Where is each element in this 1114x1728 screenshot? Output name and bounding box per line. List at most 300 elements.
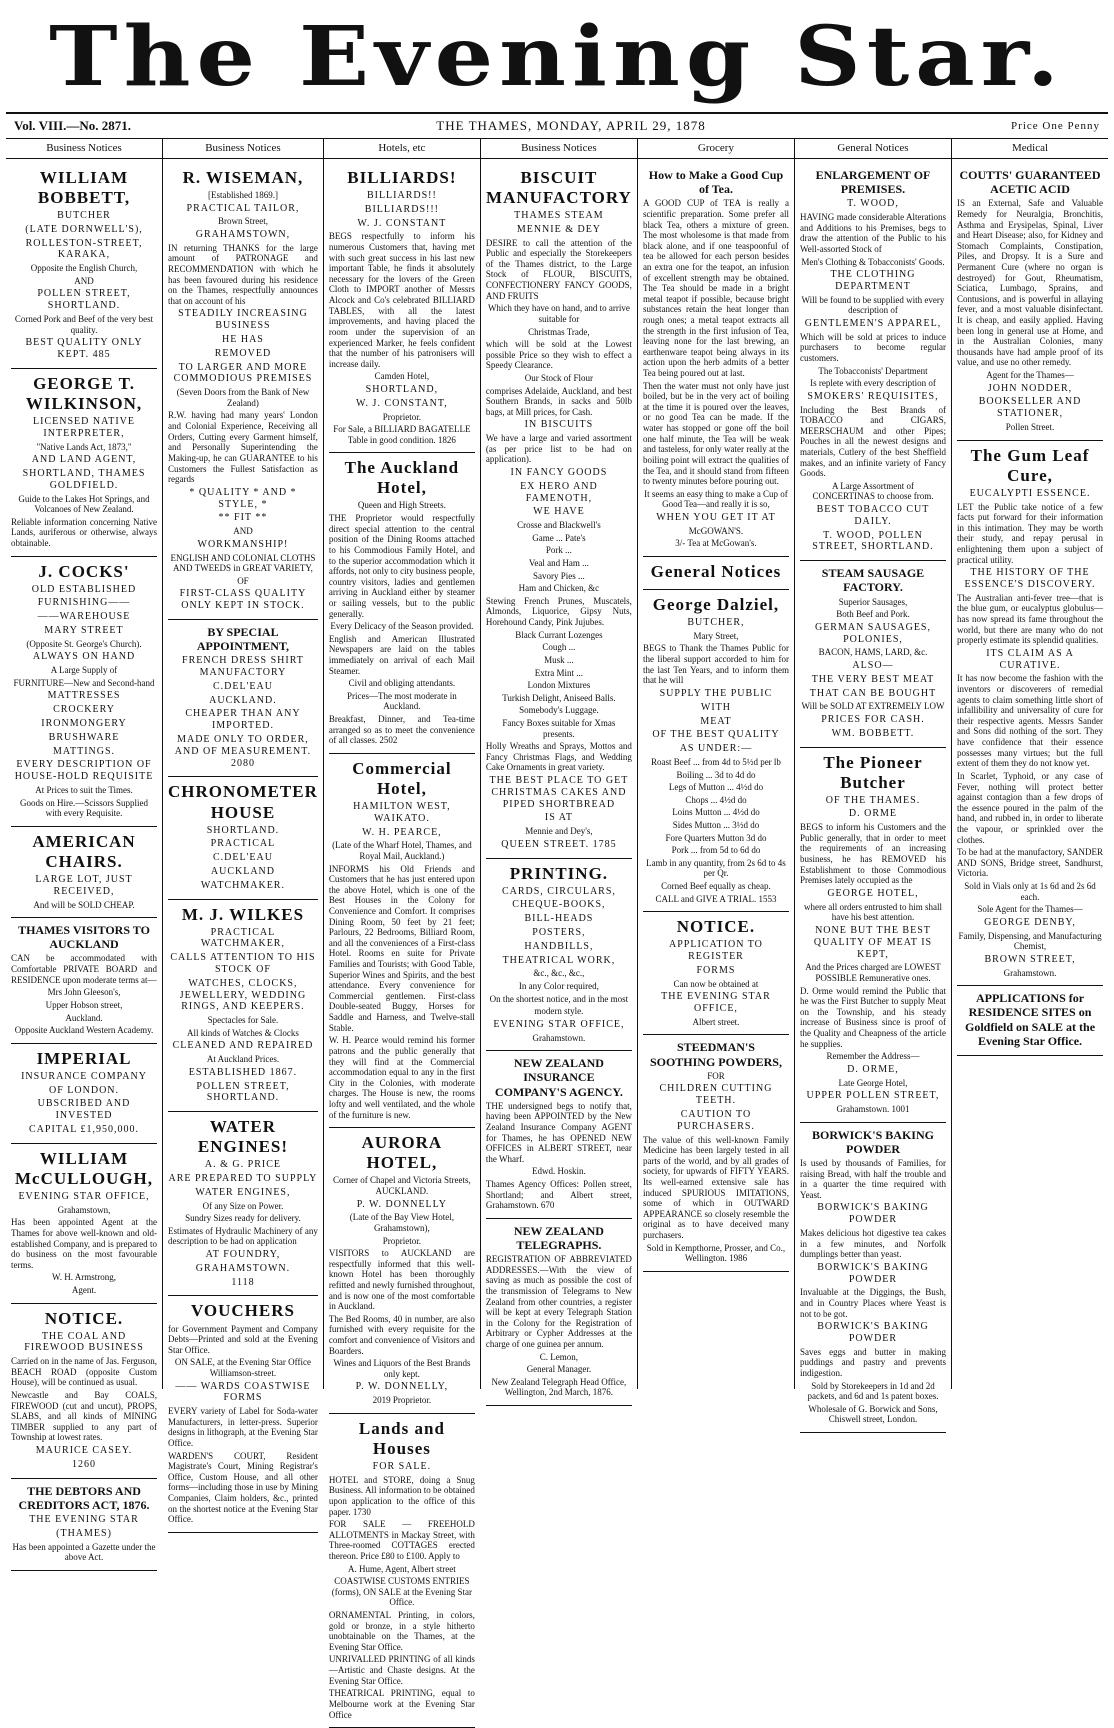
advertisement-title: AMERICAN CHAIRS. — [32, 831, 136, 871]
advertisement-line: NONE BUT THE BEST QUALITY OF MEAT IS KEPT, — [813, 924, 933, 960]
advertisement-title: THAMES VISITORS TO AUCKLAND — [18, 923, 150, 952]
advertisement-line: Musk ... — [544, 654, 574, 665]
advertisement-line: HANDBILLS, — [524, 940, 594, 952]
advertisement-line: THAMES STEAM — [514, 210, 604, 222]
advertisement-line: Opposite the English Church, — [30, 263, 138, 274]
advertisement-line: W. H. PEARCE, — [362, 826, 442, 838]
advertisement-title: BY SPECIAL APPOINTMENT, — [196, 624, 289, 654]
advertisement-title: M. J. WILKES — [181, 904, 305, 924]
advertisement-line: TO LARGER AND MORE COMMODIOUS PREMISES — [173, 361, 313, 385]
advertisement-line: ALWAYS ON HAND — [32, 651, 136, 663]
advertisement-line: Sold in Vials only at 1s 6d and 2s 6d each. — [964, 881, 1096, 902]
advertisement-line: Lamb in any quantity, from 2s 6d to 4s per Qr. — [646, 857, 786, 879]
advertisement — [11, 1144, 157, 1304]
advertisement-line: Black Currant Lozenges — [515, 629, 603, 640]
column-heading: Business Notices — [481, 139, 637, 159]
advertisement-line: INFORMS his Old Friends and Customers that he has just entered upon the above Hotel, which is one of the Best Houses in the Colony for Convenience and Comfort. It comprises Dining Room, 50 feet by 21 feet; Parlours, 22 Bedrooms, Billiard Room, and all the conveniences of a First-class Hotel. Rooms en suite for Private Families and Tourists; with Good Table, Superior Wines and Spirits, and the best attendance. Every convenience for Commercial gentlemen. First-class Double-seated Buggy, Horses for Saddle and Harness, and Twelve-stall Stable. — [328, 863, 475, 1033]
advertisement-line: THE HISTORY OF THE ESSENCE'S DISCOVERY. — [964, 567, 1096, 590]
advertisement-line: Both Beef and Pork. — [836, 609, 910, 620]
advertisement-line: On the shortest notice, and in the most — [489, 993, 629, 1004]
advertisement-line: BACON, HAMS, LARD, &c. — [818, 647, 928, 658]
advertisement-line: A GOOD CUP of TEA is really a scientific preparation. Some prefer all black Tea, others a mixture of green. The most wholesome is that made from black alone, and if one teaspoonful of tea be allowed for each person besides an extra one for the teapot, an infusion of excellent strength may be obtained. The Tea should be made in a bright metal teapot if possible, because bright substances retain the heat longer than rough ones; a metal teapot extracts all the strength in the first infusion of Tea, leaving none for the last brewing, an earthenware teapot being always in its action upon the herb admits of a better Tea being poured out at last. — [642, 198, 789, 379]
advertisement-line: Saves eggs and butter in making puddings and pastry and prevents indigestion. — [799, 1346, 946, 1379]
advertisement-line: AND — [233, 526, 253, 537]
advertisement-line: EVENING STAR OFFICE, — [18, 1190, 150, 1202]
advertisement-line: CHILDREN CUTTING TEETH. — [659, 1083, 773, 1107]
advertisement-line: THEATRICAL PRINTING, equal to Melbourne work at the Evening Star Office — [328, 1688, 475, 1720]
advertisement-line: Fore Quarters Mutton 3d do — [665, 832, 767, 843]
advertisement-line: POLLEN STREET, SHORTLAND. — [196, 1080, 290, 1104]
advertisement-line: SHORTLAND. — [206, 824, 280, 836]
advertisement-line: Sold by Storekeepers in 1d and 2d packets, and 6d and 1s patent boxes. — [807, 1380, 939, 1402]
advertisement-line: UBSCRIBED AND INVESTED — [37, 1098, 131, 1122]
advertisement-line: Holly Wreaths and Sprays, Mottos and Fancy Christmas Flags, and Wedding Cake Ornaments in great variety. — [485, 741, 632, 773]
advertisement-line: —— WARDS COASTWISE FORMS — [175, 1380, 311, 1404]
advertisement-line: MENNIE & DEY — [516, 223, 602, 235]
advertisement-title: IMPERIAL — [36, 1048, 132, 1068]
advertisement — [957, 441, 1103, 987]
advertisement-line: EVENING STAR OFFICE, — [493, 1018, 625, 1030]
advertisement-line: WM. BOBBETT. — [831, 727, 915, 739]
advertisement-line: Reliable information concerning Native Lands, auriferous or otherwise, always obtainable. — [11, 516, 158, 548]
advertisement-title: APPLICATIONS for RESIDENCE SITES on Goldfield on SALE at the Evening Star Office. — [965, 991, 1096, 1048]
advertisement-line: It has now become the fashion with the inventors or discoverers of remedial agents to claim something little short of infallibility and universality of cure for their respective agents. Messrs Sander and Sons did nothing of the sort. They have confidence that their essence possesses many virtues; but the full extent of them they do not know yet. — [957, 673, 1104, 769]
columns — [6, 139, 1108, 1720]
advertisement-line: ORNAMENTAL Printing, in colors, gold or bronze, in a style hitherto unobtainable on the Thames, at the Evening Star Office. — [328, 1610, 475, 1652]
advertisement — [800, 1123, 946, 1433]
advertisement-line: The value of this well-known Family Medicine has been largely tested in all parts of the world, and by all grades of society, for upwards of FIFTY YEARS. Its well-earned extensive sale has induced SPURIOUS IMITATIONS, some of which in OUTWARD APPEARANCE so closely resemble the original as to have deceived many purchasers. — [642, 1134, 789, 1241]
advertisement-title: PRINTING. — [509, 863, 609, 883]
advertisement-title: BILLIARDS! — [347, 167, 457, 187]
advertisement — [11, 827, 157, 918]
advertisement-line: BILL-HEADS — [524, 913, 594, 925]
advertisement-line: W. H. Armstrong, — [52, 1272, 116, 1283]
advertisement-line: It seems an easy thing to make a Cup of Good Tea—and really it is so, — [644, 488, 788, 510]
advertisement-line: BROWN STREET, — [984, 953, 1076, 965]
advertisement-line: SUPPLY THE PUBLIC — [659, 687, 773, 699]
newspaper-title: The Evening Star. — [49, 7, 1065, 105]
advertisement-title: Commercial Hotel, — [352, 758, 452, 798]
advertisement-line: LET the Public take notice of a few facts put forward for their information in this intimation. They may be worth their study, and repay perusal in enlightening them upon a subject of practical utility. — [957, 501, 1104, 565]
advertisement-line: FURNISHING—— — [37, 597, 131, 609]
advertisement-line: Men's Clothing & Tobacconists' Goods. — [801, 256, 945, 267]
advertisement — [486, 163, 632, 859]
advertisement-line: Including the Best Brands of TOBACCO and CIGARS, MEERSCHAUM and other Pipes; Pouches in all the newest designs and materials, Cutlery of the best Sheffield makes, and an infinite variety of Fancy Goods. — [799, 404, 946, 479]
advertisement-line: Makes delicious hot digestive tea cakes in a few minutes, and Norfolk dumplings better than yeast. — [799, 1227, 946, 1260]
advertisement-line: Civil and obliging attendants. — [348, 678, 456, 689]
advertisement-line: 1260 — [72, 1458, 97, 1470]
advertisement-line: "Native Lands Act, 1873," — [36, 441, 132, 452]
advertisement-title: WILLIAM BOBBETT, — [37, 167, 131, 208]
advertisement-line: comprises Adelaide, Auckland, and best Southern Brands, in sacks and 50lb bags, at Mill prices, for Cash. — [485, 385, 632, 417]
advertisement-line: GERMAN SAUSAGES, POLONIES, — [814, 621, 931, 645]
advertisement-line: Proprietor. — [382, 1235, 422, 1246]
advertisement — [643, 1035, 789, 1271]
advertisement-title: AURORA HOTEL, — [361, 1133, 443, 1173]
advertisement-line: UNRIVALLED PRINTING of all kinds—Artistic and Chaste designs. At the Evening Star Office. — [328, 1654, 475, 1686]
advertisement-line: OF THE THAMES. — [825, 794, 921, 806]
advertisement-line: Wholesale of G. Borwick and Sons, Chiswell street, London. — [808, 1403, 938, 1425]
advertisement-line: MATTINGS. — [52, 745, 116, 757]
advertisement-line: GRAHAMSTOWN, — [195, 229, 291, 241]
advertisement-line: Sole Agent for the Thames— — [977, 904, 1083, 915]
advertisement-line: WATER ENGINES, — [195, 1186, 291, 1198]
advertisement-line: CALL and GIVE A TRIAL. 1553 — [655, 893, 777, 904]
advertisement — [643, 557, 789, 590]
advertisement-line: OLD ESTABLISHED — [31, 583, 137, 595]
advertisement-line: (Late of the Wharf Hotel, Thames, and Royal Mail, Auckland.) — [332, 840, 472, 861]
advertisement — [168, 163, 318, 620]
advertisement-title: BORWICK'S BAKING POWDER — [812, 1127, 934, 1156]
advertisement-title: Lands and Houses — [358, 1418, 445, 1458]
advertisement-line: COASTWISE CUSTOMS ENTRIES (forms), ON SALE at the Evening Star Office. — [331, 1576, 472, 1608]
masthead — [0, 0, 1114, 112]
advertisement-line: Corned Pork and Beef of the very best quality. — [14, 314, 154, 335]
advertisement-line: Pork ... from 5d to 6d do — [671, 845, 761, 856]
advertisement — [800, 561, 946, 747]
advertisement-title: WATER ENGINES! — [197, 1117, 289, 1157]
advertisement-line: FURNITURE—New and Second-hand — [13, 677, 155, 688]
advertisement-line: Brown Street, — [217, 216, 268, 227]
advertisement-line: WITH — [700, 701, 731, 713]
advertisement-line: IN returning THANKS for the large amount of PATRONAGE and RECOMMENDATION with which he has been favoured during his residence on the Thames, respectfully announces that on account of his — [168, 242, 318, 306]
advertisement-line: Crosse and Blackwell's — [517, 520, 601, 531]
advertisement — [11, 1479, 157, 1571]
advertisement-line: Christmas Trade, — [528, 326, 590, 337]
advertisement-line: Grahamstown. — [532, 1032, 586, 1043]
advertisement-line: WARDEN'S COURT, Resident Magistrate's Court, Mining Registrar's Office, Custom House, and all other forms—including those in use by Mining Companies, Claim holders, &c., printed on the shortest notice at the Evening Star Office. — [168, 1450, 318, 1525]
advertisement — [329, 754, 475, 1128]
advertisement-line: Grahamstown, — [57, 1204, 111, 1215]
advertisement-line: EUCALYPTI ESSENCE. — [969, 487, 1091, 499]
advertisement-line: BOOKSELLER AND STATIONER, — [978, 396, 1082, 420]
advertisement-line: In any Color required, — [518, 981, 599, 992]
column-heading: Business Notices — [6, 139, 162, 159]
advertisement-line: FOR SALE — FREEHOLD ALLOTMENTS in Mackay Street, with Three-roomed COTTAGES erected thereon. Price £80 to £100. Apply to — [328, 1519, 475, 1561]
advertisement-line: C.DEL'EAU — [212, 852, 273, 864]
advertisement-line: SMOKERS' REQUISITES, — [807, 390, 939, 402]
advertisement-title: GEORGE T. WILKINSON, — [25, 373, 143, 413]
advertisement-line: C. Lemon, — [539, 1351, 579, 1362]
advertisement-line: And the Prices charged are LOWEST POSSIBLE Remunerative ones. — [805, 962, 941, 983]
advertisement-line: Has been appointed a Gazette under the above Act. — [12, 1541, 156, 1563]
advertisement-line: THAT CAN BE BOUGHT — [809, 687, 937, 699]
price: Price One Penny — [1011, 120, 1100, 132]
advertisement-title: NOTICE. — [676, 917, 756, 937]
advertisement-line: Sides Mutton ... 3½d do — [672, 819, 760, 830]
advertisement — [11, 1304, 157, 1479]
advertisement-line: WE HAVE — [533, 506, 585, 518]
advertisement-line: GENTLEMEN'S APPAREL, — [804, 317, 942, 329]
advertisement-line: WHEN YOU GET IT AT — [656, 511, 776, 523]
advertisement-line: STEADILY INCREASING BUSINESS — [178, 308, 308, 332]
advertisement-line: Mrs John Gleeson's, — [47, 987, 121, 998]
advertisement-line: Superior Sausages, — [838, 596, 908, 607]
advertisement — [168, 1296, 318, 1532]
advertisement-line: HE HAS — [222, 334, 264, 346]
advertisement-line: OF — [237, 575, 249, 586]
advertisement-line: GEORGE DENBY, — [984, 916, 1076, 928]
advertisement-line: Proprietor. — [382, 411, 422, 422]
advertisement-line: BEST TOBACCO CUT DAILY. — [816, 504, 930, 527]
advertisement-line: REGISTRATION OF ABBREVIATED ADDRESSES.—With the view of saving as much as possible the cost of the transmission of Telegrams to New Zealand from other countries, a register will be kept at every Telegraph Station in the Colony for the Registration of Arbitrary or Cypher Addresses at the charge of one guinea per annum. — [485, 1254, 632, 1350]
advertisement-line: where all orders entrusted to him shall have his best attention. — [804, 901, 942, 923]
advertisement-line: Family, Dispensing, and Manufacturing Chemist, — [958, 930, 1102, 952]
advertisement-line: Grahamstown. — [1003, 967, 1057, 978]
advertisement-line: modern style. — [534, 1006, 584, 1017]
advertisement-line: THE CLOTHING DEPARTMENT — [830, 269, 916, 292]
advertisement-line: T. WOOD, POLLEN STREET, SHORTLAND. — [812, 529, 934, 553]
advertisement-line: BEGS to Thank the Thames Public for the liberal support accorded to him for the last Ten Years, and to inform them that he will — [642, 643, 789, 686]
advertisement-line: ENGLISH AND COLONIAL CLOTHS AND TWEEDS in GREAT VARIETY, — [170, 552, 316, 574]
advertisement-line: And will be SOLD CHEAP. — [33, 899, 135, 910]
advertisement-line: Auckland. — [65, 1012, 103, 1023]
advertisement-line: The Tobacconists' Department — [818, 365, 928, 376]
advertisement-line: Savory Pies ... — [533, 570, 585, 581]
advertisement-line: The Australian anti-fever tree—that is the blue gum, or eucalyptus globulus—has now spread its fame throughout the world, but there are many who do not properly estimate its splendid qualities. — [957, 592, 1104, 646]
advertisement-line: Opposite Auckland Western Academy. — [14, 1025, 154, 1036]
advertisement-line: General Manager. — [526, 1364, 592, 1375]
advertisement-line: ESTABLISHED 1867. — [188, 1066, 298, 1078]
advertisement-line: Sundry Sizes ready for delivery. — [185, 1213, 301, 1224]
advertisement-line: In Scarlet, Typhoid, or any case of Fever, nothing will protect better against contagion than a few drops of the essence poured in the palm of the hand, and rubbed in, in order to liberate the vapour, or sprinkled over the clothes. — [957, 770, 1104, 845]
advertisement-line: At Prices to suit the Times. — [35, 785, 133, 796]
advertisement-line: BRUSHWARE — [48, 731, 120, 743]
advertisement — [11, 1044, 157, 1144]
advertisement-line: ON SALE, at the Evening Star Office Williamson-street. — [174, 1357, 311, 1378]
advertisement-line: All kinds of Watches & Clocks — [187, 1027, 299, 1038]
advertisement-line: LARGE LOT, JUST RECEIVED, — [35, 873, 133, 897]
advertisement-line: REMOVED — [214, 347, 272, 359]
advertisement-line: P. W. DONNELLY — [356, 1198, 447, 1210]
advertisement-line: THE VERY BEST MEAT — [811, 673, 935, 685]
advertisement — [800, 163, 946, 561]
advertisement-line: HAMILTON WEST, WAIKATO. — [353, 800, 451, 824]
advertisement-line: POLLEN STREET, SHORTLAND. — [37, 288, 131, 312]
advertisement-line: BILLIARDS!!! — [364, 203, 439, 215]
advertisement-line: OF THE BEST QUALITY — [652, 729, 780, 741]
advertisement-line: BEST QUALITY ONLY KEPT. 485 — [25, 337, 143, 361]
advertisement-line: Somebody's Luggage. — [519, 705, 599, 716]
advertisement-line: 3/- Tea at McGowan's. — [675, 538, 757, 549]
advertisement — [643, 590, 789, 912]
advertisement — [800, 748, 946, 1123]
advertisement-line: BILLIARDS!! — [366, 190, 437, 202]
advertisement-line: Breakfast, Dinner, and Tea-time arranged so as to meet the convenience of all classes. 2502 — [328, 714, 475, 746]
advertisement-line: AT FOUNDRY, — [205, 1249, 281, 1261]
advertisement-line: &c., &c., &c., — [533, 968, 585, 979]
advertisement-line: CALLS ATTENTION TO HIS STOCK OF — [170, 952, 316, 975]
advertisement-line: Spectacles for Sale. — [207, 1015, 279, 1026]
advertisement-line: OF LONDON. — [49, 1084, 120, 1096]
advertisement-line: A Large Assortment of CONCERTINAS to choose from. — [812, 480, 934, 502]
advertisement-line: GRAHAMSTOWN. — [195, 1262, 291, 1274]
advertisement-title: VOUCHERS — [190, 1301, 295, 1321]
advertisement-line: QUEEN STREET. 1785 — [501, 838, 617, 850]
advertisement-line: BORWICK'S BAKING POWDER — [817, 1261, 929, 1285]
advertisement-title: STEAM SAUSAGE FACTORY. — [821, 566, 925, 595]
advertisement — [11, 557, 157, 827]
advertisement-line: Extra Mint ... — [534, 667, 584, 678]
advertisement-line: BUTCHER, — [687, 617, 745, 629]
issue-date: THE THAMES, MONDAY, APRIL 29, 1878 — [436, 118, 706, 133]
advertisement-line: PRACTICAL WATCHMAKER, — [200, 926, 285, 950]
advertisement-line: AND — [74, 275, 94, 286]
advertisement-line: GEORGE HOTEL, — [827, 887, 919, 899]
advertisement-line: ALSO— — [852, 659, 894, 671]
advertisement-title: The Pioneer Butcher — [823, 752, 923, 792]
advertisement-title: NOTICE. — [44, 1308, 124, 1328]
advertisement-line: Roast Beef ... from 4d to 5½d per lb — [650, 756, 781, 767]
advertisement-line: AND LAND AGENT, — [31, 454, 137, 466]
advertisement-title: The Auckland Hotel, — [344, 458, 460, 498]
advertisement-line: * QUALITY * AND * STYLE, * — [189, 486, 297, 510]
advertisement-line: IRONMONGERY — [41, 718, 127, 730]
advertisement-line: Corner of Chapel and Victoria Streets, AUCKLAND. — [333, 1175, 471, 1196]
advertisement-line: APPLICATION TO REGISTER — [668, 939, 763, 963]
advertisement-title: WILLIAM McCULLOUGH, — [15, 1148, 154, 1188]
advertisement-title: How to Make a Good Cup of Tea. — [648, 167, 784, 197]
advertisement-line: FRENCH DRESS SHIRT MANUFACTORY — [182, 655, 304, 679]
advertisement-line: THE COAL AND FIREWOOD BUSINESS — [24, 1330, 144, 1354]
advertisement-line: Estimates of Hydraulic Machinery of any description to be had on application — [168, 1225, 318, 1247]
advertisement-line: (LATE DORNWELL'S), — [25, 223, 143, 235]
advertisement-line: IN FANCY GOODS — [510, 467, 608, 479]
advertisement-line: Invaluable at the Diggings, the Bush, and in Country Places where Yeast is not to be got. — [799, 1287, 946, 1319]
advertisement-line: THE EVENING STAR — [29, 1513, 139, 1525]
advertisement-line: WATCHMAKER. — [200, 879, 285, 891]
advertisement-line: Game ... Pate's — [532, 532, 586, 543]
advertisement-line: FORMS — [696, 964, 736, 976]
advertisement-line: Pork ... — [545, 545, 572, 556]
advertisement-line: CROCKERY — [53, 704, 115, 716]
advertisement-line: SHORTLAND, — [365, 383, 439, 395]
advertisement — [11, 163, 157, 369]
advertisement-line: Goods on Hire.—Scissors Supplied with every Requisite. — [20, 797, 149, 819]
advertisement-line: THE undersigned begs to notify that, having been APPOINTED by the New Zealand Insurance Company AGENT for Thames, he has OPENED NEW OFFICES in ALBERT STREET, near the Wharf. — [485, 1100, 632, 1164]
advertisement-line: MAURICE CASEY. — [35, 1445, 133, 1457]
advertisement — [486, 859, 632, 1052]
advertisement-line: D. ORME, — [847, 1063, 899, 1075]
advertisement-line: Sold in Kempthorne, Prosser, and Co., Wellington. 1986 — [646, 1242, 786, 1264]
advertisement-line: AS UNDER:— — [679, 743, 753, 755]
advertisement-line: POSTERS, — [532, 927, 586, 939]
advertisement-line: Veal and Ham ... — [528, 558, 589, 569]
advertisement-line: Camden Hotel, — [374, 371, 430, 382]
advertisement-line: JOHN NODDER, — [987, 382, 1073, 394]
advertisement-title: R. WISEMAN, — [182, 167, 304, 187]
advertisement-line: Which will be sold at prices to induce purchasers to become regular customers. — [799, 331, 946, 363]
advertisement-line: INSURANCE COMPANY — [21, 1070, 147, 1082]
advertisement-line: ——WAREHOUSE — [37, 611, 131, 623]
advertisement — [11, 918, 157, 1044]
advertisement-line: BUTCHER — [57, 210, 111, 222]
advertisement-line: BORWICK'S BAKING POWDER — [817, 1202, 929, 1226]
advertisement-title: COUTTS' GUARANTEED ACETIC ACID — [959, 167, 1101, 197]
advertisement-line: (Late of the Bay View Hotel, Grahamstown), — [349, 1212, 455, 1233]
advertisement-line: Chops ... 4½d do — [685, 794, 747, 805]
advertisement-line: Carried on in the name of Jas. Ferguson, BEACH ROAD (opposite Custom House), will be continued as usual. — [11, 1356, 158, 1388]
advertisement — [329, 453, 475, 754]
advertisement-line: Mennie and Dey's, — [525, 826, 593, 837]
advertisement — [168, 900, 318, 1113]
column-7 — [952, 139, 1108, 1389]
advertisement-line: Which they have on hand, and to arrive suitable for — [487, 303, 630, 324]
advertisement-line: Edwd. Hoskin. — [532, 1166, 586, 1177]
advertisement-line: BEGS respectfully to inform his numerous Customers that, having met with such great success in his last new important Table, he finds it absolutely necessary for the lovers of the Green Cloth to IMPORT another of Messrs Alcock and Co's celebrated BILLIARD TABLES, with all the latest improvements, and having placed the room under the supervision of an experienced Marker, he feels confident that the number of his patronisers will increase daily. — [328, 231, 475, 369]
advertisement-line: P. W. DONNELLY, — [355, 1381, 449, 1393]
advertisement-line: MATTRESSES — [47, 690, 121, 702]
column-heading: Business Notices — [163, 139, 323, 159]
advertisement-line: CAPITAL £1,950,000. — [28, 1123, 140, 1135]
advertisement-line: A. Hume, Agent, Albert street — [348, 1563, 456, 1574]
advertisement-line: T. WOOD, — [847, 198, 899, 210]
advertisement-line: English and American Illustrated Newspapers are laid on the tables immediately on arrival of each Mail Steamer. — [328, 633, 475, 676]
advertisement-line: CLEANED AND REPAIRED — [172, 1040, 314, 1052]
advertisement-line: SHORTLAND, THAMES GOLDFIELD. — [22, 467, 146, 491]
advertisement-line: Will be found to be supplied with every description of — [801, 294, 945, 316]
advertisement-line: A Large Supply of — [50, 665, 118, 676]
column-heading: General Notices — [795, 139, 951, 159]
advertisement-line: Wines and Liquors of the Best Brands only kept. — [333, 1358, 471, 1379]
advertisement — [168, 620, 318, 777]
advertisement-line: Newcastle and Bay COALS, FIREWOOD (cut and uncut), PROPS, SLABS, and all kinds of MINING TIMBER supplied to any part of Township at lowest rates. — [11, 1390, 158, 1443]
advertisement — [957, 163, 1103, 441]
advertisement-line: We have a large and varied assortment (as per price list to be had on application). — [485, 433, 632, 465]
advertisement-line: Grahamstown. 1001 — [836, 1104, 910, 1115]
dateline — [6, 112, 1108, 139]
advertisement-line: MARY STREET — [44, 625, 124, 637]
advertisement-title: The Gum Leaf Cure, — [970, 445, 1090, 485]
advertisement-line: Stewing French Prunes, Muscatels, Almonds, Liquorice, Gipsy Nuts, Horehound Candy, Pink Jujubes. — [485, 595, 632, 628]
advertisement-line: CAN be accommodated with Comfortable PRIVATE BOARD and RESIDENCE upon moderate terms at— — [11, 953, 158, 985]
advertisement-line: Ham and Chicken, &c — [518, 583, 600, 594]
advertisement-line: CARDS, CIRCULARS, — [501, 885, 616, 897]
advertisement-title: NEW ZEALAND TELEGRAPHS. — [513, 1223, 604, 1252]
advertisement-line: HAVING made considerable Alterations and Additions to his Premises, begs to draw the attention of the Public to his Well-assorted Stock of — [799, 212, 946, 254]
advertisement-line: Every Delicacy of the Season provided. — [330, 621, 474, 632]
advertisement-line: D. ORME — [848, 808, 898, 820]
column-5 — [638, 139, 795, 1389]
advertisement-line: VISITORS to AUCKLAND are respectfully informed that this well-known Hotel has been thoroughly refitted and newly furnished throughout, and is now one of the most comfortable in Auckland. — [328, 1248, 475, 1312]
column-1 — [6, 139, 163, 1563]
column-4 — [481, 139, 638, 1398]
advertisement-line: Of any Size on Power. — [202, 1200, 284, 1211]
advertisement-line: CHEQUE-BOOKS, — [512, 899, 606, 911]
advertisement-title: STEEDMAN'S SOOTHING POWDERS, — [649, 1040, 782, 1069]
advertisement-line: D. Orme would remind the Public that he was the First Butcher to supply Meat on the Township, and his steady increase of Business since is proof of the Quality and Cheapness of the article he supplies. — [799, 985, 946, 1049]
advertisement-line: PRACTICAL TAILOR, — [186, 202, 300, 214]
advertisement-line: MEAT — [700, 715, 732, 727]
volume-number: Vol. VIII.—No. 2871. — [14, 118, 132, 133]
advertisement — [168, 777, 318, 899]
advertisement-title: J. COCKS' — [38, 561, 130, 581]
advertisement-line: WATCHES, CLOCKS, JEWELLERY, WEDDING RINGS, AND KEEPERS. — [179, 977, 307, 1013]
column-6 — [795, 139, 952, 1425]
advertisement-line: BEGS to inform his Customers and the Public generally, that in order to meet the requirements of an increasing business, he has REMOVED his Establishment to those Commodious Premises lately occupied as the — [799, 822, 946, 886]
column-heading: Grocery — [638, 139, 794, 159]
advertisement-line: ** FIT ** — [218, 512, 268, 524]
advertisement-line: McGOWAN'S. — [688, 525, 744, 536]
advertisement-line: Our Stock of Flour — [524, 372, 594, 383]
advertisement-line: PRACTICAL — [210, 838, 276, 850]
advertisement-line: 1118 — [231, 1276, 255, 1288]
advertisement-line: Thames Agency Offices: Pollen street, Shortland; and Albert street, Grahamstown. 670 — [485, 1179, 632, 1211]
advertisement — [168, 1112, 318, 1296]
advertisement-line: 2019 Proprietor. — [372, 1395, 432, 1406]
advertisement-line: Mary Street, — [693, 630, 739, 641]
advertisement-line: (THAMES) — [56, 1527, 112, 1539]
